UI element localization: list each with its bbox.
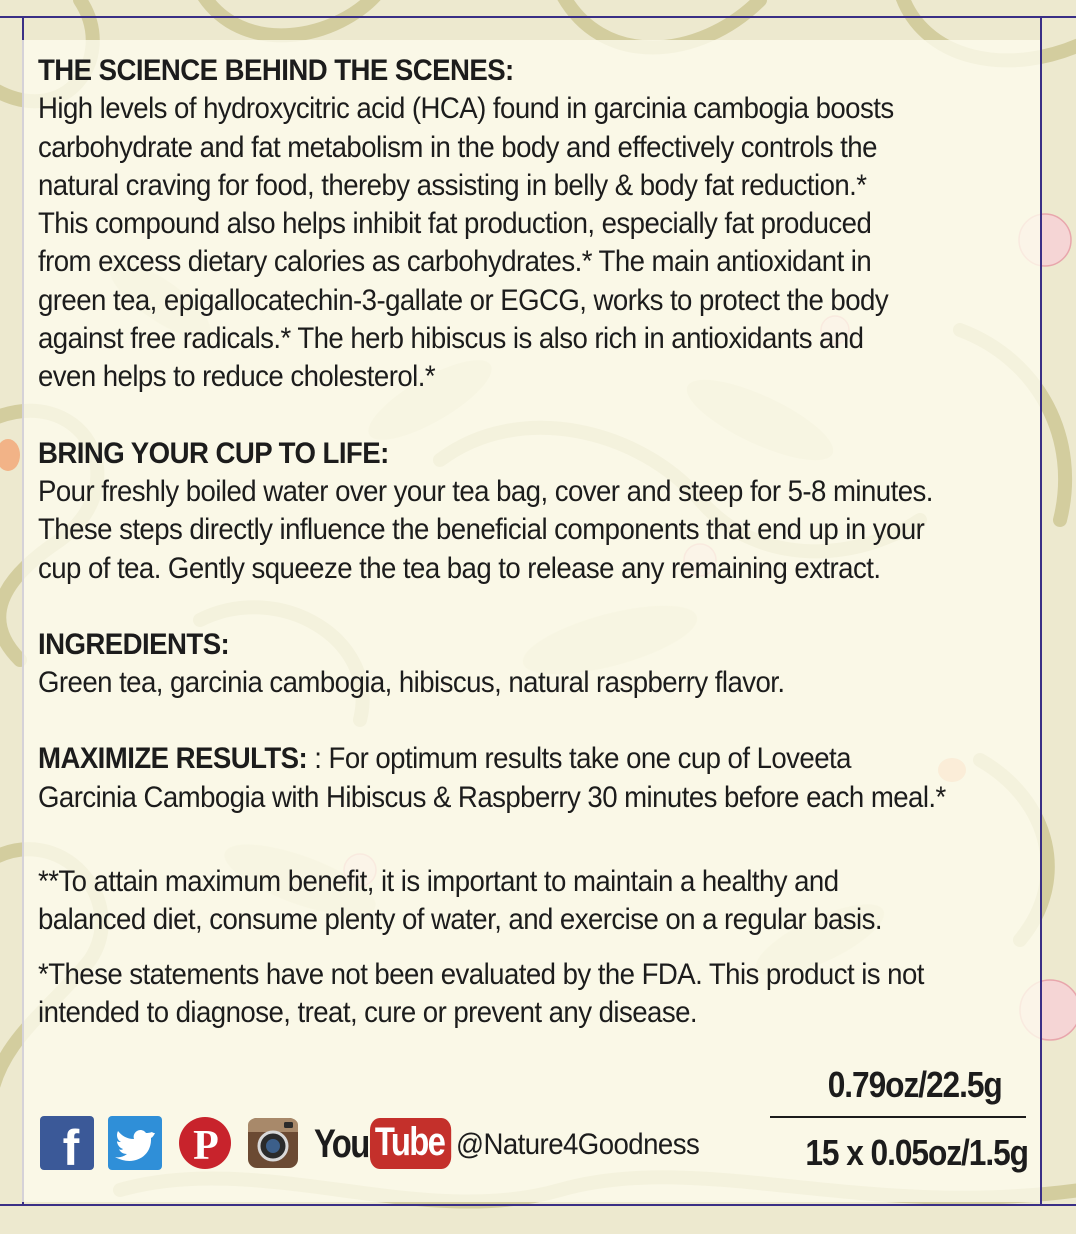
youtube-icon[interactable]: [312, 1116, 446, 1172]
science-heading: THE SCIENCE BEHIND THE SCENES:: [38, 54, 514, 87]
label-content: [38, 52, 958, 1032]
brew-line: These steps directly influence the beneficial components that end up in your: [38, 513, 925, 547]
science-line: against free radicals.* The herb hibiscus is also rich in antioxidants and: [38, 322, 864, 356]
youtube-you: You: [314, 1122, 369, 1166]
frame-bottom-border: [0, 1204, 1076, 1206]
brew-heading: BRING YOUR CUP TO LIFE:: [38, 436, 389, 470]
science-line: even helps to reduce cholesterol.*: [38, 360, 436, 394]
science-line: This compound also helps inhibit fat production, especially fat produced: [38, 207, 872, 241]
science-line: natural craving for food, thereby assisting in belly & body fat reduction.*: [38, 168, 867, 202]
frame-top-border: [0, 16, 1076, 18]
pinterest-icon[interactable]: [178, 1116, 232, 1170]
science-line: green tea, epigallocatechin-3-gallate or EGCG, works to protect the body: [38, 283, 889, 317]
science-line: from excess dietary calories as carbohydrates.* The main antioxidant in: [38, 245, 872, 279]
net-weight-per-bag: 15 x 0.05oz/1.5g: [805, 1132, 1028, 1173]
frame-right-border: [1040, 16, 1042, 1206]
twitter-icon[interactable]: [108, 1116, 162, 1170]
net-weight-total: 0.79oz/22.5g: [828, 1064, 1002, 1105]
disclaimer-line: *These statements have not been evaluated by the FDA. This product is not: [38, 957, 924, 991]
youtube-tube: Tube: [370, 1118, 451, 1169]
facebook-glyph: f: [62, 1120, 80, 1170]
maximize-line-2: Garcinia Cambogia with Hibiscus & Raspberry 30 minutes before each meal.*: [38, 780, 946, 814]
benefit-note-line: balanced diet, consume plenty of water, and exercise on a regular basis.: [38, 903, 882, 937]
pinterest-glyph: P: [193, 1123, 219, 1169]
science-line: High levels of hydroxycitric acid (HCA) found in garcinia cambogia boosts: [38, 92, 894, 126]
brew-line: cup of tea. Gently squeeze the tea bag to release any remaining extract.: [38, 551, 881, 585]
maximize-heading: MAXIMIZE RESULTS:: [38, 742, 308, 776]
benefit-note-line: **To attain maximum benefit, it is important to maintain a healthy and: [38, 865, 839, 899]
social-handle[interactable]: @Nature4Goodness: [456, 1128, 700, 1161]
science-line: carbohydrate and fat metabolism in the body and effectively controls the: [38, 130, 877, 164]
instagram-icon[interactable]: [246, 1116, 300, 1170]
ingredients-text: Green tea, garcinia cambogia, hibiscus, natural raspberry flavor.: [38, 666, 785, 700]
maximize-text: : For optimum results take one cup of Loveeta: [307, 742, 851, 776]
social-row: [40, 1110, 1040, 1180]
maximize-line: [38, 740, 958, 778]
disclaimer-line: intended to diagnose, treat, cure or prevent any disease.: [38, 995, 697, 1029]
brew-line: Pour freshly boiled water over your tea bag, cover and steep for 5-8 minutes.: [38, 474, 933, 508]
ingredients-heading: INGREDIENTS:: [38, 627, 230, 661]
facebook-icon[interactable]: [40, 1116, 94, 1170]
